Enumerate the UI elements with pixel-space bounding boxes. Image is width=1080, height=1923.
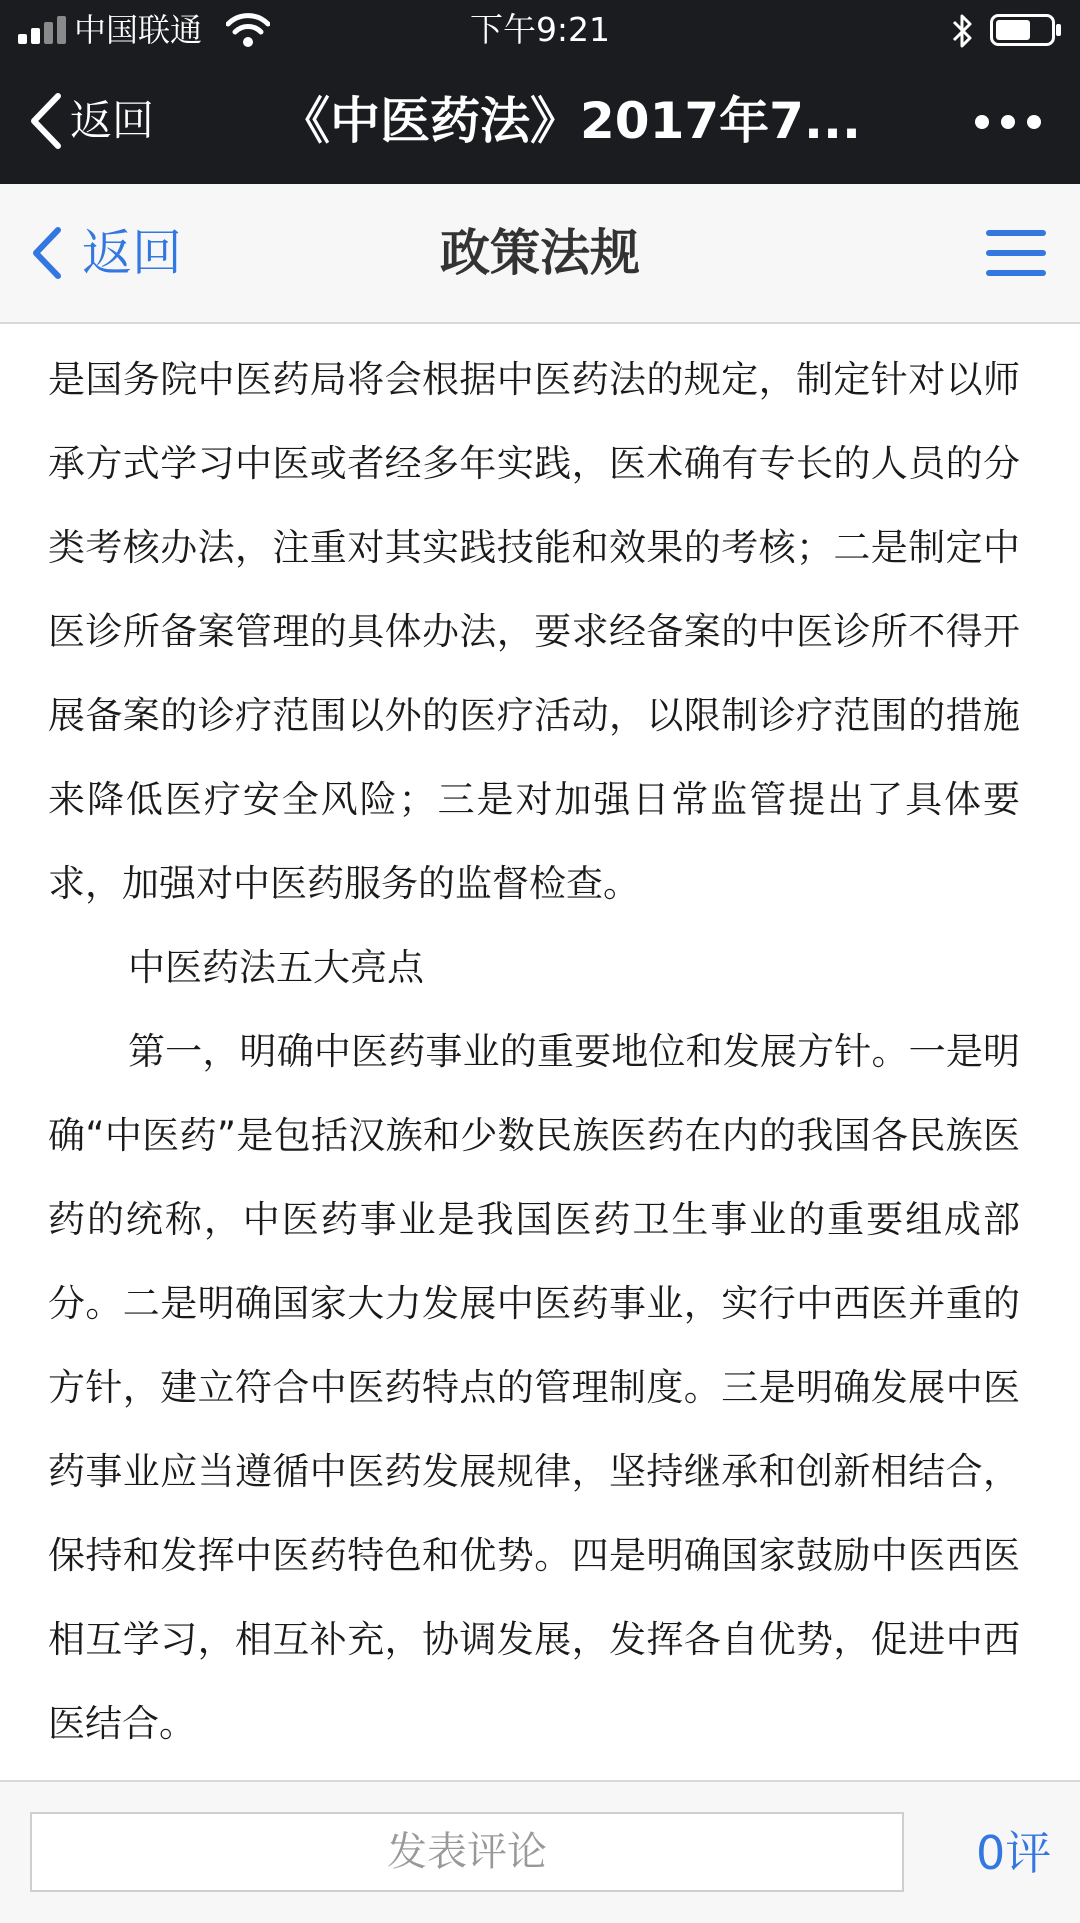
- status-time: 下午9:21: [469, 10, 611, 49]
- page-title: 政策法规: [440, 224, 640, 282]
- wechat-page-title: 《中医药法》2017年7...: [280, 92, 861, 150]
- top-bar: [0, 0, 1080, 184]
- wechat-header: [0, 60, 1080, 184]
- comment-input[interactable]: [30, 1812, 904, 1892]
- article-subheading: 中医药法五大亮点: [128, 946, 424, 989]
- bluetooth-icon: [950, 12, 976, 50]
- carrier-name: 中国联通: [74, 11, 203, 49]
- article-paragraph: 第一，明确中医药事业的重要地位和发展方针。一是明确“中医药”是包括汉族和少数民族医药在内的我国各民族医药的统称，中医药事业是我国医药卫生事业的重要组成部分。二是明确国家大力发展中医药事业，实行中西医并重的方针，建立符合中医药特点的管理制度。三是明确发展中医药事业应当遵循中医药发展规律，坚持继承和创新相结合，保持和发挥中医药特色和优势。四是明确国家鼓励中医西医相互学习，相互补充，协调发展，发挥各自优势，促进中西医结合。: [48, 1030, 1020, 1745]
- wechat-back-label: 返回: [70, 96, 155, 145]
- status-bar: [0, 0, 1080, 60]
- article-paragraph: 是国务院中医药局将会根据中医药法的规定，制定针对以师承方式学习中医或者经多年实践，医术确有专长的人员的分类考核办法，注重对其实践技能和效果的考核；二是制定中医诊所备案管理的具体办法，要求经备案的中医诊所不得开展备案的诊疗范围以外的医疗活动，以限制诊疗范围的措施来降低医疗安全风险；三是对加强日常监管提出了具体要求，加强对中医药服务的监督检查。: [48, 358, 1020, 905]
- page-header: [0, 184, 1080, 324]
- article-body: [48, 338, 1020, 1778]
- page-back-label: 返回: [82, 224, 182, 282]
- chevron-left-icon: [26, 92, 64, 150]
- comment-bar: [0, 1780, 1080, 1923]
- wechat-back-button[interactable]: [26, 90, 154, 152]
- more-options-icon[interactable]: [972, 104, 1044, 140]
- battery-icon: [990, 14, 1062, 46]
- comment-count-button[interactable]: 0评: [976, 1826, 1052, 1880]
- hamburger-menu-icon[interactable]: [986, 228, 1046, 278]
